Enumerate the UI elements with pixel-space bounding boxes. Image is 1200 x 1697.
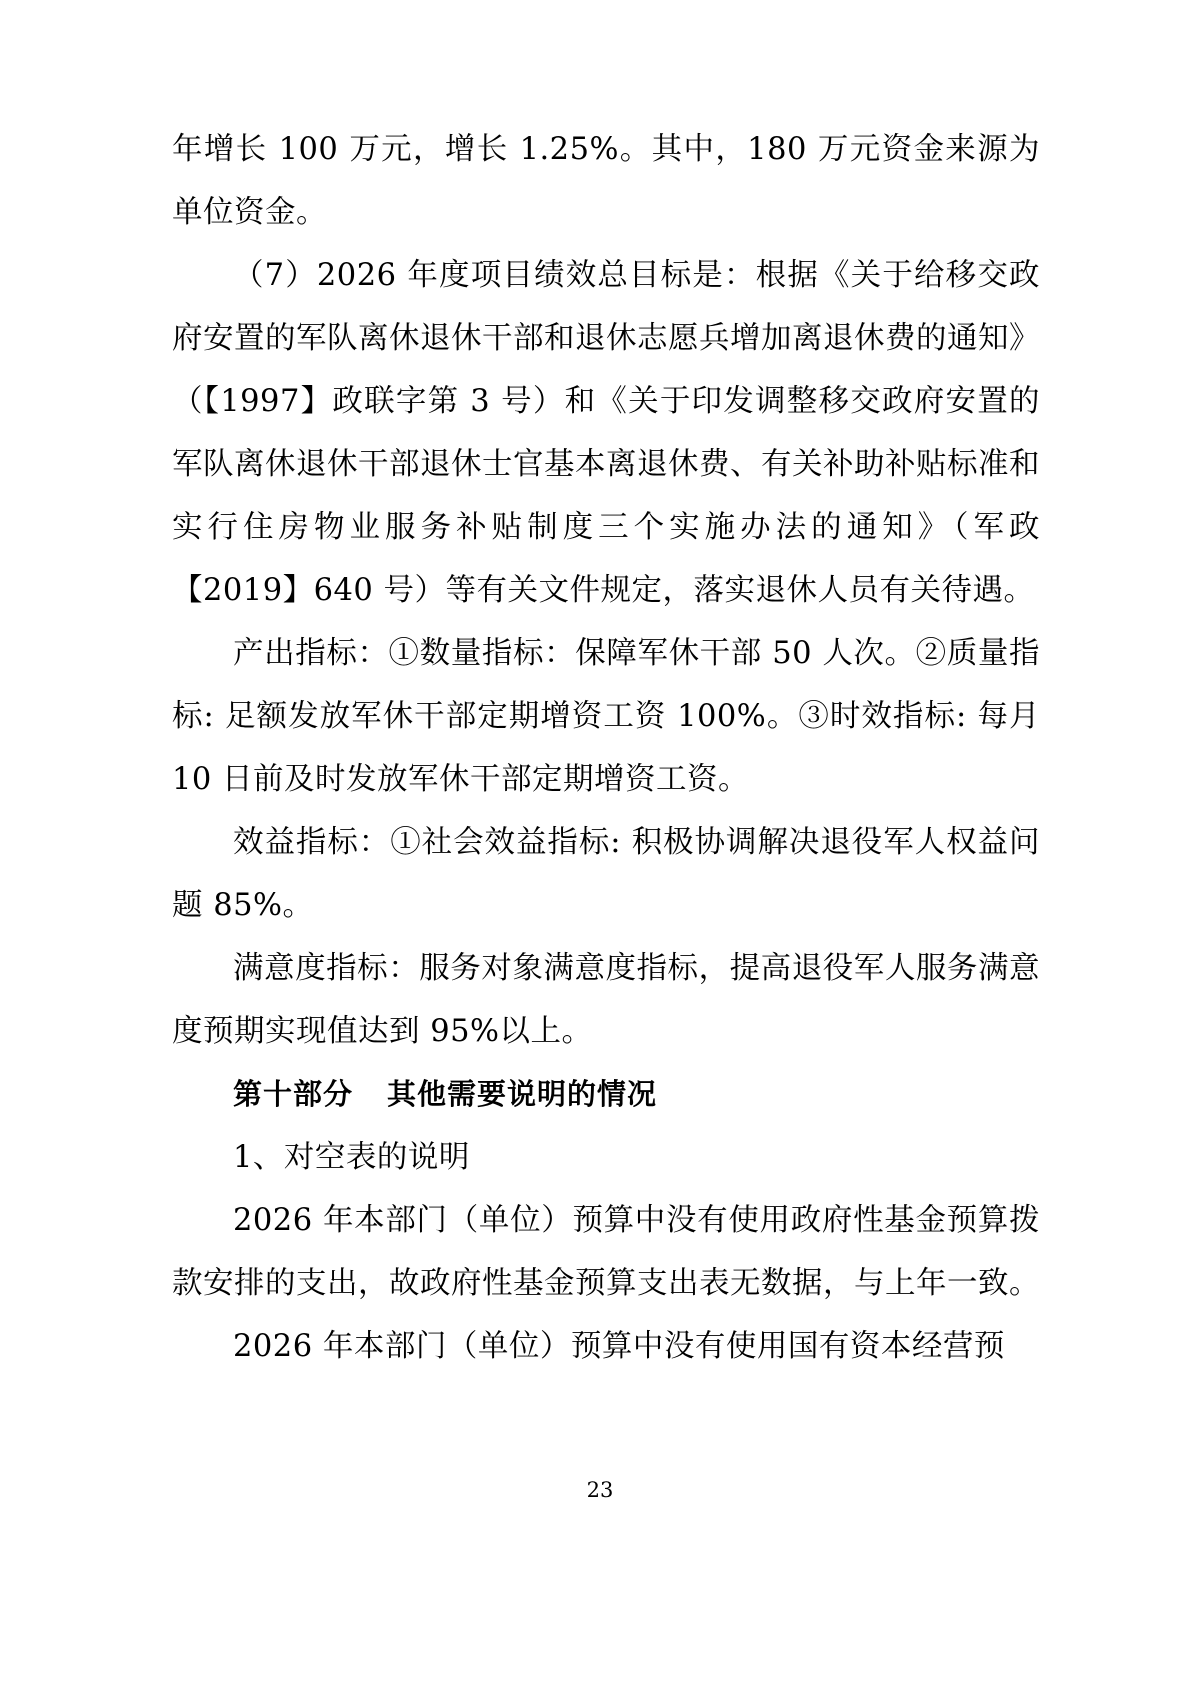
document-body <box>172 118 1040 1378</box>
section-heading-number: 第十部分 <box>233 1077 354 1111</box>
section-heading <box>172 1063 1040 1126</box>
page-number: 23 <box>586 1478 614 1502</box>
paragraph-output-indicators: 产出指标：①数量指标：保障军休干部 50 人次。②质量指标: 足额发放军休干部定期增资工资 100%。③时效指标: 每月 10 日前及时发放军休干部定期增资工资。 <box>172 636 1040 797</box>
paragraph-satisfaction-indicators: 满意度指标：服务对象满意度指标，提高退役军人服务满意度预期实现值达到 95%以上。 <box>172 951 1040 1049</box>
paragraph-gov-fund-budget: 2026 年本部门（单位）预算中没有使用政府性基金预算拨款安排的支出，故政府性基金预算支出表无数据，与上年一致。 <box>172 1203 1040 1301</box>
paragraph-continued-funding: 年增长 100 万元，增长 1.25%。其中，180 万元资金来源为单位资金。 <box>172 132 1040 230</box>
subsection-1-empty-tables: 1、对空表的说明 <box>233 1140 470 1175</box>
paragraph-item-7-performance-goal: （7）2026 年度项目绩效总目标是：根据《关于给移交政府安置的军队离休退休干部和退休志愿兵增加离退休费的通知》（【1997】政联字第 3 号）和《关于印发调整移交政府安置的军队离休退休干部退休士官基本离退休费、有关补助补贴标准和实行住房物业服务补贴制度三个实施办法的通知》（军政【2019】640 号）等有关文件规定，落实退休人员有关待遇。 <box>172 258 1040 608</box>
paragraph-state-capital-budget: 2026 年本部门（单位）预算中没有使用国有资本经营预 <box>233 1329 1005 1364</box>
paragraph-benefit-indicators: 效益指标：①社会效益指标: 积极协调解决退役军人权益问题 85%。 <box>172 825 1040 923</box>
section-heading-title: 其他需要说明的情况 <box>387 1077 658 1111</box>
